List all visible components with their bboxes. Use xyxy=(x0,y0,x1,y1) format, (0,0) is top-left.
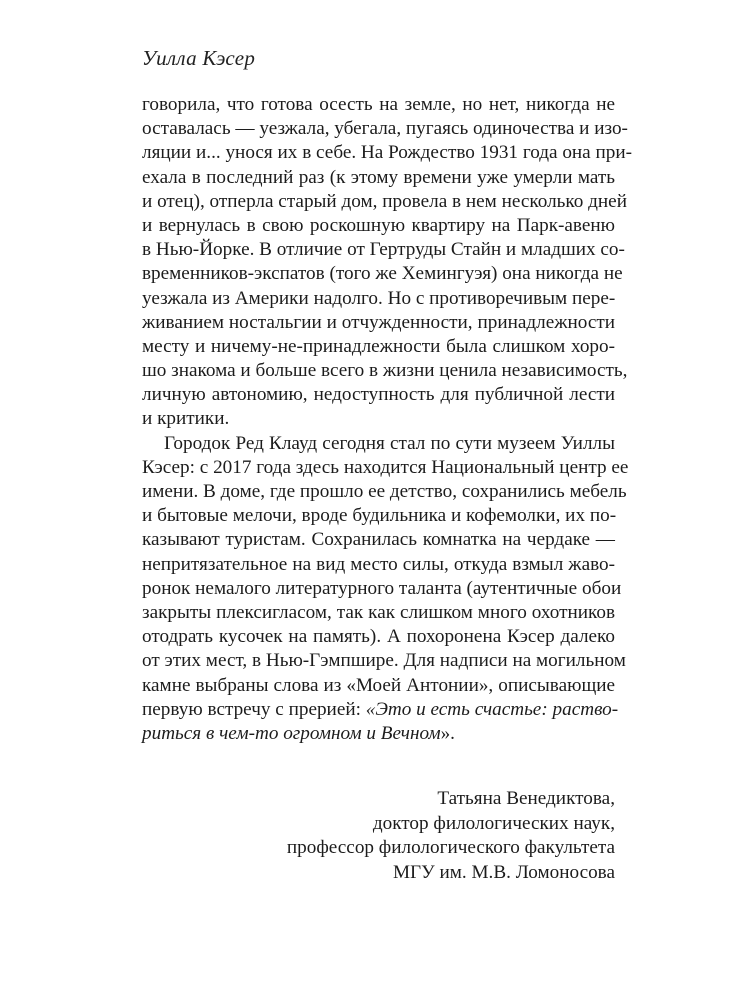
text-line: месту и ничему-не-принадлежности была слишком хоро- xyxy=(142,335,615,357)
text-line: говорила, что готова осесть на земле, но нет, никогда не xyxy=(142,94,615,115)
text-line: от этих мест, в Нью-Гэмпшире. Для надписи на могильном xyxy=(142,650,626,672)
text-line: казывают туристам. Сохранилась комнатка на чердаке — xyxy=(142,529,615,551)
signature-degree: доктор филологических наук, xyxy=(372,812,615,834)
text-line: ехала в последний раз (к этому времени уже умерли мать xyxy=(142,166,615,188)
author-signature xyxy=(287,787,615,885)
quote-start: «Это и есть счастье: раство- xyxy=(365,698,619,720)
text-line: и вернулась в свою роскошную квартиру на Парк-авеню xyxy=(142,214,615,236)
text-line: в Нью-Йорке. В отличие от Гертруды Стайн и младших со- xyxy=(142,239,625,261)
text-line-quote-end xyxy=(142,722,615,746)
body-text xyxy=(142,93,633,746)
text-line: Городок Ред Клауд сегодня стал по сути музеем Уиллы xyxy=(164,432,615,454)
signature-name: Татьяна Венедиктова, xyxy=(437,788,615,809)
text-line: временников-экспатов (того же Хемингуэя) она никогда не xyxy=(142,263,623,285)
text-line: ронок немалого литературного таланта (аутентичные обои xyxy=(142,577,622,599)
text-line: уезжала из Америки надолго. Но с противоречивым пере- xyxy=(142,287,616,309)
text-line: шо знакома и больше всего в жизни ценила независимость, xyxy=(142,360,628,382)
text-line: камне выбраны слова из «Моей Антонии», описывающие xyxy=(142,674,615,696)
signature-university: МГУ им. М.В. Ломоносова xyxy=(392,861,615,883)
text-line: ляции и... унося их в себе. На Рождество 1931 года она при- xyxy=(142,142,633,164)
text-line: и критики. xyxy=(142,408,230,430)
text-line: имени. В доме, где прошло ее детство, сохранились мебель xyxy=(142,481,627,502)
running-head-author: Уилла Кэсер xyxy=(142,46,256,70)
signature-position: профессор филологического факультета xyxy=(286,837,615,858)
text-line: непритязательное на вид место силы, откуда взмыл жаво- xyxy=(142,553,615,575)
text-line: Кэсер: с 2017 года здесь находится Национальный центр ее xyxy=(142,456,629,478)
text-line: и бытовые мелочи, вроде будильника и кофемолки, их по- xyxy=(142,505,617,527)
text-line: и отец), отперла старый дом, провела в нем несколько дней xyxy=(142,190,627,212)
text-line: отодрать кусочек на память). А похоронена Кэсер далеко xyxy=(142,626,615,648)
quote-close: ». xyxy=(440,722,455,744)
quote-intro: первую встречу с прерией: xyxy=(142,698,366,720)
text-line: закрыты плексигласом, так как слишком много охотников xyxy=(142,601,615,623)
text-line: личную автономию, недоступность для публичной лести xyxy=(142,384,615,406)
text-line-with-quote xyxy=(142,698,619,722)
quote-end: риться в чем-то огромном и Вечном xyxy=(142,722,441,744)
text-line: живанием ностальгии и отчужденности, принадлежности xyxy=(142,311,615,333)
text-line: оставалась — уезжала, убегала, пугаясь одиночества и изо- xyxy=(142,118,628,140)
